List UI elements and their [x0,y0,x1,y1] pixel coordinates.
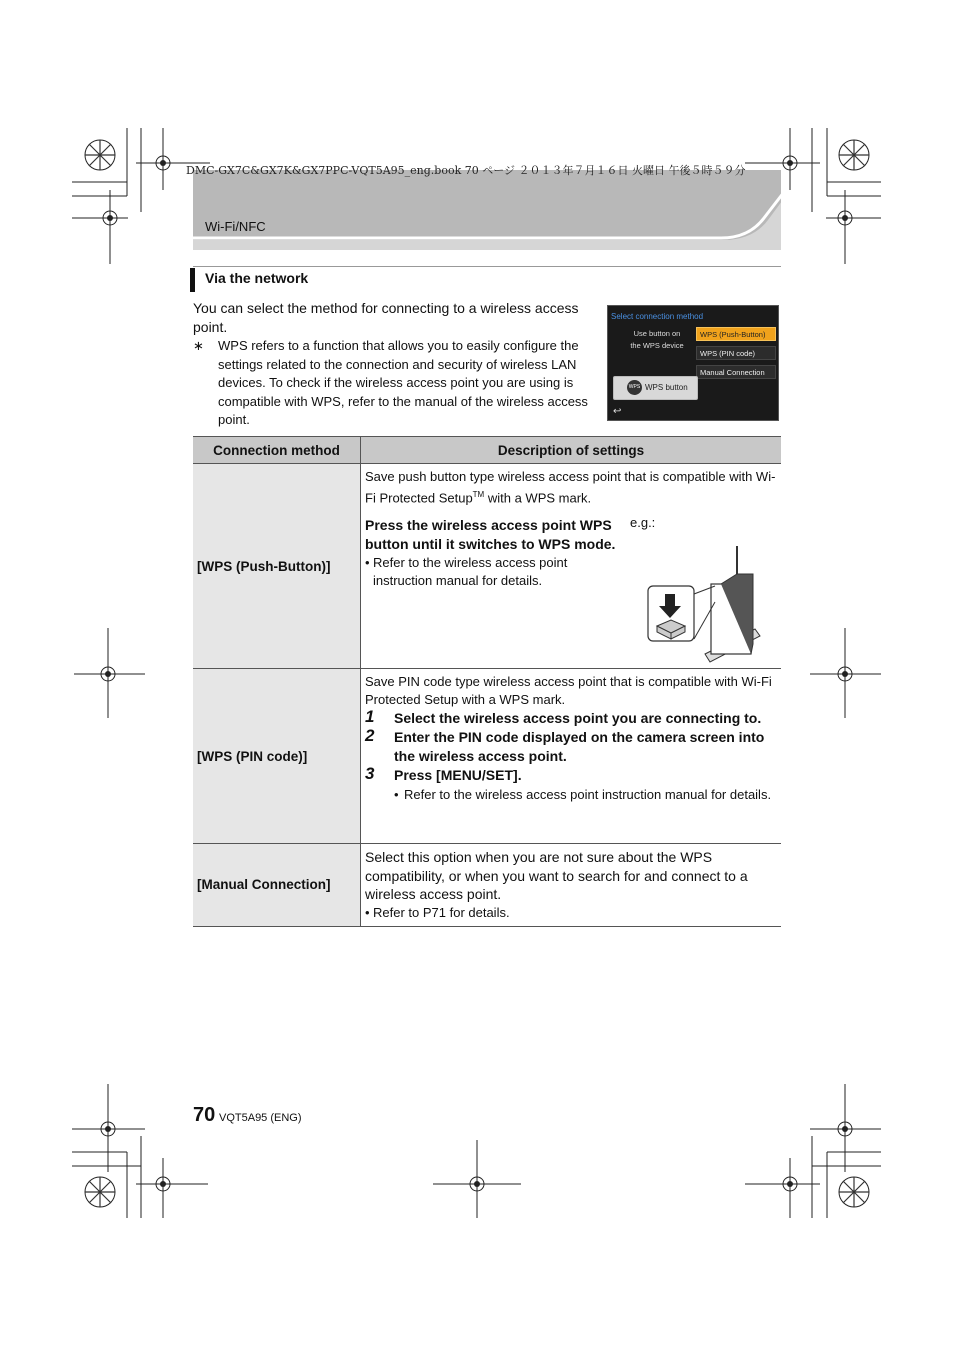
push-instruction: Press the wireless access point WPS button until it switches to WPS mode. [365,517,616,553]
table-row [193,464,781,669]
row-desc-pin [361,669,782,844]
col-connection-method: Connection method [193,437,361,464]
step-text: Press [MENU/SET]. [394,767,522,783]
pin-bullet-text: Refer to the wireless access point instruction manual for details. [404,787,772,802]
row-label-manual: [Manual Connection] [193,844,361,927]
camera-screen [607,305,779,421]
step-number: 3 [365,764,375,783]
subsection-title: Via the network [205,270,309,286]
pin-bullet: • Refer to the wireless access point instruction manual for details. [394,787,772,802]
section-marker [190,268,195,292]
table-row [193,844,781,927]
row-desc-push [361,464,782,669]
intro-text: You can select the method for connecting to a wireless access point. [193,300,579,335]
document-code: VQT5A95 (ENG) [219,1112,302,1124]
col-description: Description of settings [361,437,782,464]
pin-step-2 [365,728,777,766]
wps-icon: WPS [627,380,642,395]
print-header: DMC-GX7C&GX7K&GX7PPC-VQT5A95_eng.book 70 ページ ２０１３年７月１６日 火曜日 午後５時５９分 [186,164,746,177]
push-bullet: • Refer to the wireless access point instruction manual for details. [365,555,568,589]
push-desc-tail: with a WPS mark. [484,490,592,506]
camera-screen-title: Select connection method [611,312,704,321]
router-illustration [645,544,765,664]
connection-table [193,436,781,927]
row-desc-manual [361,844,782,927]
option-manual: Manual Connection [696,365,776,379]
pin-step-3 [365,766,777,785]
note-marker: ∗ [193,338,204,353]
table-row [193,669,781,844]
push-desc-text: Save push button type wireless access point that is compatible with Wi-Fi Protected Setup [365,469,776,506]
header-swoosh [193,170,781,250]
note-text: WPS refers to a function that allows you to easily configure the settings related to the connection and security of wireless LAN devices. To check if the wireless access point you are using is compatible with WPS, refer to the manual of the wireless access point. [218,338,588,427]
wps-button-label: WPS button [645,383,688,392]
step-number: 1 [365,707,375,726]
back-icon: ↩ [613,406,622,417]
hint-line-1: Use button on [633,329,681,338]
section-label: Wi-Fi/NFC [205,219,266,234]
hint-line-2: the WPS device [630,341,684,350]
pin-desc: Save PIN code type wireless access point that is compatible with Wi-Fi Protected Setup with a WPS mark. [365,674,772,707]
option-wps-push: WPS (Push-Button) [696,327,776,341]
step-text: Enter the PIN code displayed on the camera screen into the wireless access point. [394,729,765,764]
push-bullet-text: Refer to the wireless access point instruction manual for details. [373,555,568,589]
option-wps-pin: WPS (PIN code) [696,346,776,360]
wps-note [193,337,598,430]
manual-bullet: • Refer to P71 for details. [365,904,510,920]
step-text: Select the wireless access point you are connecting to. [394,710,762,726]
camera-screen-hint [622,328,692,352]
row-label-pin: [WPS (PIN code)] [193,669,361,844]
manual-bullet-text: Refer to P71 for details. [373,904,510,920]
manual-desc: Select this option when you are not sure about the WPS compatibility, or when you want to search for and connect to a wireless access point. [365,849,748,902]
page-number: 70 [193,1104,216,1126]
table-header-row [193,437,781,464]
push-desc [365,468,777,507]
step-number: 2 [365,726,375,745]
tm-mark: TM [472,490,485,499]
divider [193,266,781,267]
row-label-push: [WPS (Push-Button)] [193,464,361,669]
wps-button-graphic [613,376,698,400]
eg-label: e.g.: [630,515,656,530]
pin-step-1 [365,709,777,728]
